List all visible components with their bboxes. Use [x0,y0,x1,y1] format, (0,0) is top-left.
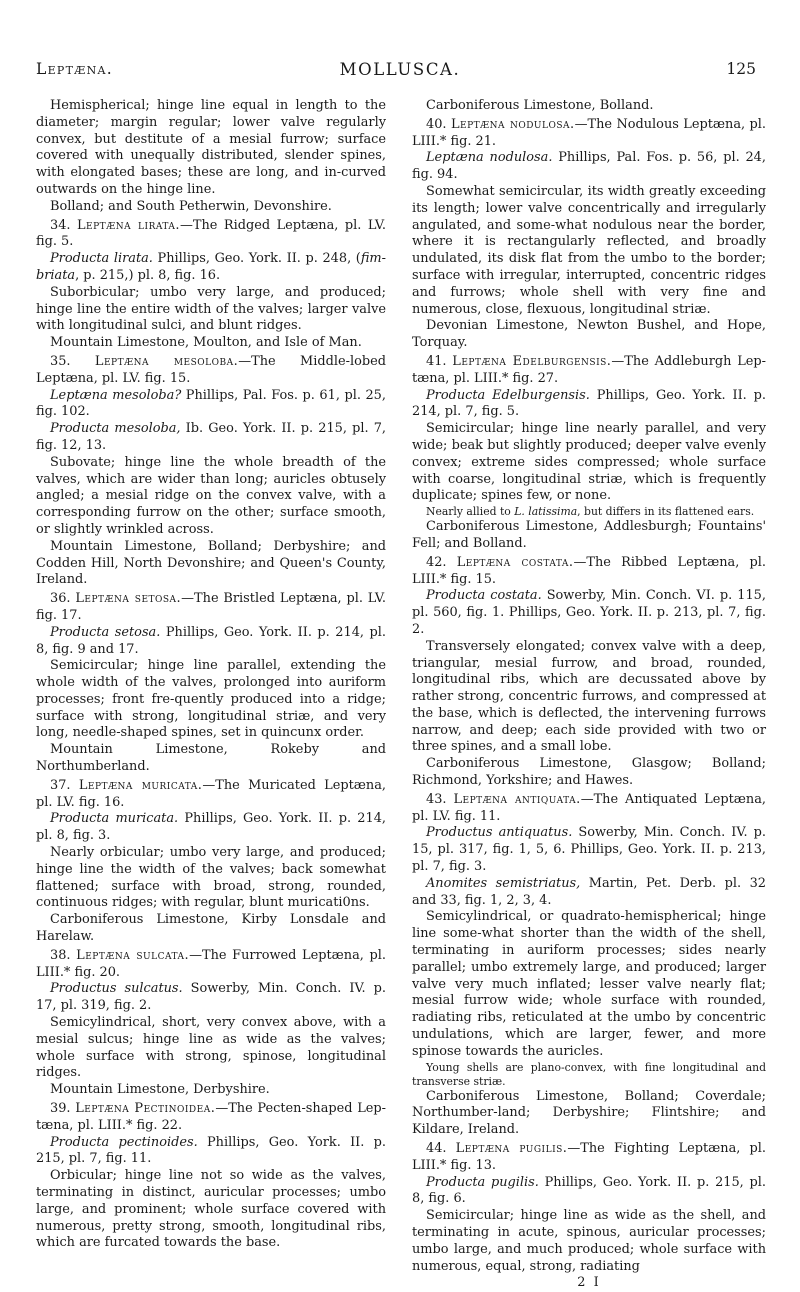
entry-heading-41 [412,354,766,388]
species-name: Leptæna lirata. [77,217,180,233]
description: Suborbicular; umbo very large, and produced; hinge line the entire width of the valves; larger valve with longitudinal sulci, and blunt ridges. [36,284,386,334]
locality: Mountain Limestone, Bolland; Derbyshire; and Codden Hill, North Devonshire; and Queen's County, Ireland. [36,538,386,588]
entry-number: 42. [426,554,447,570]
note [412,505,766,519]
left-column [36,98,386,1252]
synonym [36,981,386,1015]
note-text: Nearly allied to [426,505,515,519]
entry-number: 36. [50,591,71,607]
entry-heading-37 [36,778,386,812]
synonym [36,1135,386,1169]
description: Semicircular; hinge line nearly parallel, and very wide; beak but slightly produced; deeper valve evenly convex; extreme sides compressed; whole surface with coarse, longitudinal striæ, which is frequently duplicate; spines few, or none. [412,421,766,504]
entry-heading-42 [412,555,766,589]
entry-number: 39. [50,1101,71,1117]
description: Subovate; hinge line the whole breadth of the valves, which are wider than long; auricles obtusely angled; a mesial ridge on the convex valve, with a corresponding furrow on the other; surface smooth, or slightly wrinkled across. [36,454,386,537]
species-name: Leptæna pugilis. [455,1141,568,1157]
synonym-name: Productus sulcatus. [50,981,183,997]
entry-number: 35. [50,353,71,369]
common-name: —The Middle-lobed Leptæna, pl. LV. fig. 15. [36,353,386,386]
entry-heading-40 [412,117,766,151]
description: Nearly orbicular; umbo very large, and produced; hinge line the width of the valves; back somewhat flattened; surface with broad, strong, rounded, continuous ridges; with regular, blunt muricati0ns. [36,845,386,911]
page-number: 125 [726,60,756,78]
synonym-italic: fim-briata [36,251,387,283]
synonym-ref: Sowerby, Min. Conch. IV. p. 15, pl. 317, fig. 1, 5, 6. Phillips, Geo. York. II. p. 213, pl. 7, fig. 3. [412,825,766,875]
locality: Mountain Limestone, Derbyshire. [50,1082,270,1098]
description: Somewhat semicircular, its width greatly exceeding its length; lower valve concentrically and irregularly angulated, and some-what nodulous near the border, where it is rectangularly reflected, and broadly undulated, its disk flat from the umbo to the border; surface with irregular, interrupted, concentric ridges and furrows; whole shell with very fine and numerous, close, flexuous, longitudinal striæ. [412,183,766,317]
description: Transversely elongated; convex valve with a deep, triangular, mesial furrow, and broad, rounded, longitudinal ribs, which are decussated above by rather strong, concentric furrows, and compressed at the base, which is deflected, the intervening furrows narrow, and deep; each side provided with two or three spines, and a small lobe. [412,638,766,755]
locality: Bolland; and South Petherwin, Devonshire. [50,198,332,214]
description: Semicircular; hinge line as wide as the shell, and terminating in acute, spinous, auricular processes; umbo large, and much produced; whole surface with numerous, equal, strong, radiating [412,1208,766,1274]
entry-heading-39 [36,1101,386,1135]
common-name: —The Muricated Leptæna, pl. LV. fig. 16. [36,777,386,810]
entry-heading-44 [412,1141,766,1175]
synonym-name: Producta muricata. [50,811,179,827]
synonym-ref: Martin, Pet. Derb. pl. 32 and 33, fig. 1, 2, 3, 4. [412,875,766,908]
synonym-ref: Phillips, Geo. York. II. p. 215, pl. 7, fig. 11. [36,1134,387,1167]
common-name: —The Pecten-shaped Lep-tæna, pl. LIII.* fig. 22. [36,1101,386,1133]
description: Semicylindrical, or quadrato-hemispherical; hinge line some-what shorter than the width of the shell, terminating in auriform processes; sides nearly parallel; umbo extremely large, and produced; larger valve very much inflated; lesser valve nearly flat; mesial furrow wide; whole surface with rounded, radiating ribs, reticulated at the umbo by concentric undulations, which are larger, fewer, and more spinose towards the auricles. [412,909,766,1059]
entry-heading-43 [412,792,766,826]
synonym-ref: Phillips, Geo. York. II. p. 215, pl. 8, fig. 6. [412,1174,766,1207]
note-italic: L. latissima [514,505,578,519]
species-name: Leptæna Edelburgensis. [452,353,612,369]
synonym-name: Producta setosa. [50,624,161,640]
entry-number: 43. [426,791,447,807]
synonym-name: Leptæna mesoloba? [50,387,182,403]
synonym-ref: Ib. Geo. York. II. p. 215, pl. 7, fig. 12, 13. [36,421,386,453]
signature-mark: 2 I [577,1275,601,1291]
entry-heading-38 [36,948,386,982]
synonym [412,876,766,910]
locality: Carboniferous Limestone, Kirby Lonsdale and Harelaw. [36,912,386,945]
entry-heading-35 [36,354,386,388]
synonym-ref: , p. 215,) pl. 8, fig. 16. [75,267,221,283]
synonym-name: Producta pugilis. [426,1174,539,1190]
synonym [36,625,386,659]
species-name: Leptæna Pectinoidea. [75,1101,216,1117]
common-name: —The Nodulous Leptæna, pl. LIII.* fig. 21. [412,116,767,149]
synonym-ref: Sowerby, Min. Conch. VI. p. 115, pl. 560, fig. 1. Phillips, Geo. York. II. p. 213, pl. 7, fig. 2. [412,588,766,637]
synonym [412,1175,766,1209]
locality: Carboniferous Limestone, Addlesburgh; Fountains' Fell; and Bolland. [412,519,766,551]
synonym [36,251,386,285]
running-head-left: Leptæna. [36,60,113,78]
synonym [36,421,386,455]
entry-number: 38. [50,947,71,963]
entry-number: 34. [50,217,71,233]
synonym-name: Producta pectinoides. [50,1134,198,1150]
common-name: —The Fighting Leptæna, pl. LIII.* fig. 13. [412,1141,766,1173]
common-name: —The Furrowed Leptæna, pl. LIII.* fig. 20. [36,947,386,980]
paragraph: Hemispherical; hinge line equal in length to the diameter; margin regular; lower valve regularly convex, but destitute of a mesial furrow; surface covered with unequally distributed, slender spines, with elongated bases; these are long, and in-curved outwards on the hinge line. [36,98,386,197]
synonym [412,150,766,184]
synonym-name: Producta Edelburgensis. [426,387,590,403]
synonym-ref: Phillips, Pal. Fos. p. 61, pl. 25, fig. 102. [36,387,386,420]
synonym [36,388,386,422]
synonym-name: Producta costata. [426,588,542,604]
entry-number: 40. [426,116,447,132]
running-header [36,60,764,84]
synonym-name: Producta lirata. [50,251,153,267]
locality: Mountain Limestone, Rokeby and Northumberland. [36,742,386,775]
note: Young shells are plano-convex, with fine longitudinal and transverse striæ. [412,1060,766,1088]
synonym-ref: Sowerby, Min. Conch. IV. p. 17, pl. 319, fig. 2. [36,981,386,1014]
synonym-name: Leptæna nodulosa. [426,150,553,166]
common-name: —The Ribbed Leptæna, pl. LIII.* fig. 15. [412,554,766,587]
description: Semicircular; hinge line parallel, extending the whole width of the valves, prolonged into auriform processes; front fre-quently produced into a ridge; surface with strong, longitudinal striæ, and very long, needle-shaped spines, set in quincunx order. [36,658,386,741]
common-name: —The Ridged Leptæna, pl. LV. fig. 5. [36,217,387,250]
common-name: —The Addleburgh Lep-tæna, pl. LIII.* fig. 27. [412,353,766,386]
common-name: —The Antiquated Leptæna, pl. LV. fig. 11. [412,791,766,824]
locality: Mountain Limestone, Moulton, and Isle of Man. [50,335,362,351]
synonym-ref: Phillips, Geo. York. II. p. 214, pl. 7, fig. 5. [412,387,766,420]
synonym-name: Anomites semistriatus, [426,875,581,891]
locality: Carboniferous Limestone, Bolland. [426,98,654,113]
species-name: Leptæna sulcata. [76,947,190,963]
description: Orbicular; hinge line not so wide as the valves, terminating in distinct, auricular processes; umbo large, and prominent; whole surface covered with numerous, pretty strong, smooth, longitudinal ribs, which are furcated towards the base. [36,1168,386,1251]
entry-heading-36 [36,591,386,625]
running-head-center: MOLLUSCA. [339,60,461,79]
common-name: —The Bristled Leptæna, pl. LV. fig. 17. [36,591,386,623]
synonym [412,588,766,638]
species-name: Leptæna setosa. [75,591,182,607]
note-text: , but differs in its flattened ears. [577,505,755,519]
synonym [412,388,766,422]
species-name: Leptæna muricata. [78,777,203,793]
entry-heading-34 [36,218,386,252]
synonym-name: Productus antiquatus. [426,825,573,841]
synonym-ref: Phillips, Pal. Fos. p. 56, pl. 24, fig. 94. [412,150,766,183]
synonym-ref: Phillips, Geo. York. II. p. 214, pl. 8, fig. 3. [36,811,386,844]
species-name: Leptæna mesoloba. [94,353,239,369]
species-name: Leptæna antiquata. [453,791,581,807]
synonym [412,825,766,875]
synonym [36,811,386,845]
synonym-ref: Phillips, Geo. York. II. p. 214, pl. 8, fig. 9 and 17. [36,624,386,657]
locality: Carboniferous Limestone, Glasgow; Bolland; Richmond, Yorkshire; and Hawes. [412,756,766,789]
right-column [412,98,766,1292]
entry-number: 41. [426,353,447,369]
synonym-name: Producta mesoloba, [50,421,181,437]
entry-number: 37. [50,777,71,793]
entry-number: 44. [426,1141,447,1157]
description: Semicylindrical, short, very convex above, with a mesial sulcus; hinge line as wide as the valves; whole surface with strong, spinose, longitudinal ridges. [36,1015,386,1081]
locality: Carboniferous Limestone, Bolland; Coverdale; Northumber-land; Derbyshire; Flintshire; and Kildare, Ireland. [412,1088,766,1138]
species-name: Leptæna costata. [456,554,574,570]
synonym-ref: Phillips, Geo. York. II. p. 248, ( [152,251,361,267]
locality: Devonian Limestone, Newton Bushel, and Hope, Torquay. [412,318,766,351]
species-name: Leptæna nodulosa. [450,116,575,132]
